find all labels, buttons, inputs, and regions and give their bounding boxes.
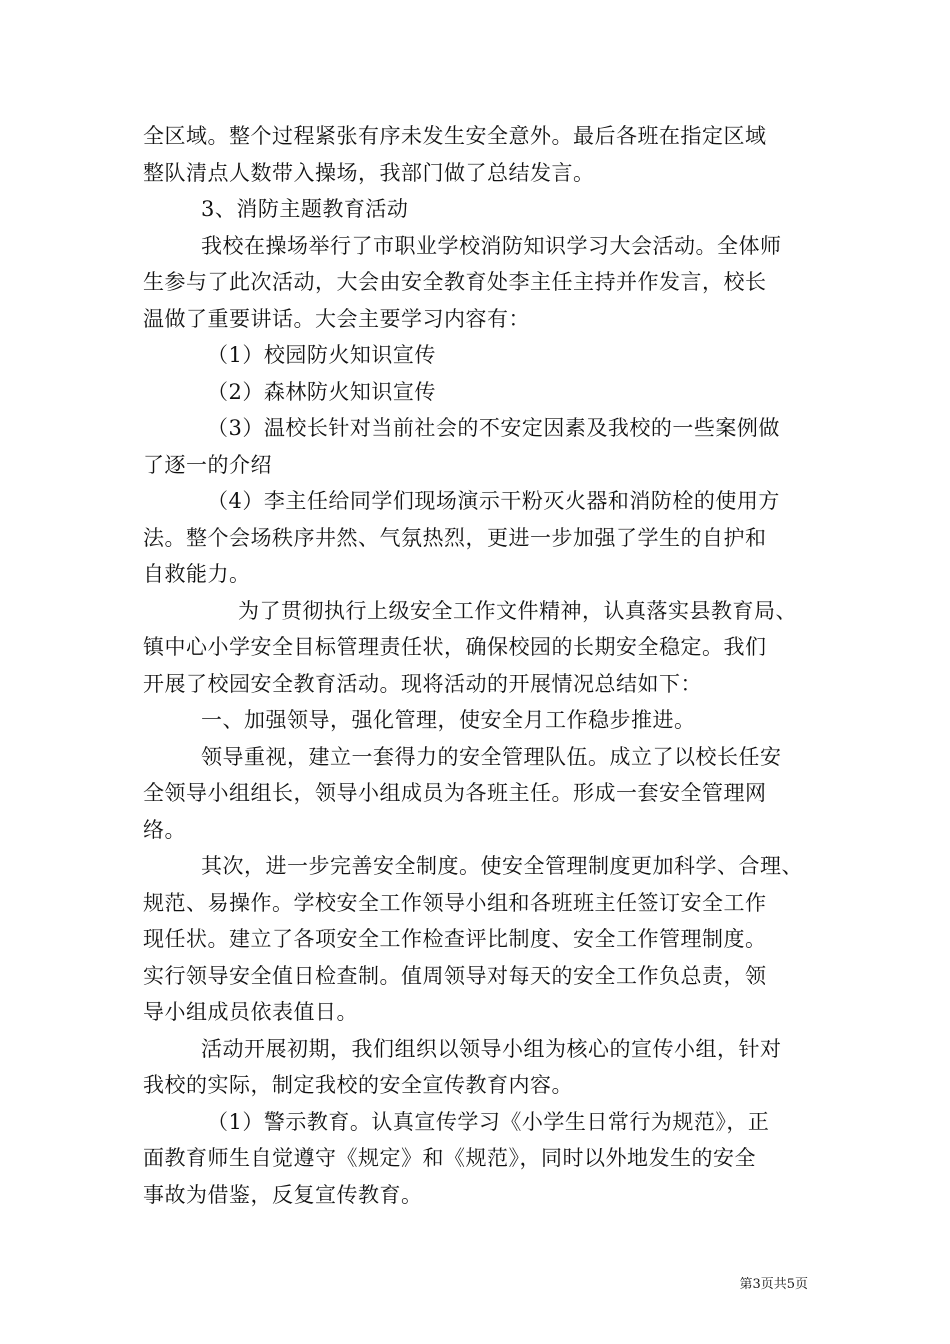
text-line: 事故为借鉴，反复宣传教育。 [143, 1182, 423, 1207]
paragraph-start: 活动开展初期，我们组织以领导小组为核心的宣传小组，针对 [201, 1036, 782, 1061]
text-line: 面教育师生自觉遵守《规定》和《规范》，同时以外地发生的安全 [143, 1146, 756, 1170]
text-line: 全领导小组组长，领导小组成员为各班主任。形成一套安全管理网 [143, 781, 767, 805]
paragraph-start: 为了贯彻执行上级安全工作文件精神，认真落实县教育局、 [238, 598, 797, 623]
text-line: 温做了重要讲话。大会主要学习内容有： [143, 306, 530, 331]
list-item: （2）森林防火知识宣传 [207, 379, 436, 404]
document-body [143, 118, 808, 1213]
list-item: （1）警示教育。认真宣传学习《小学生日常行为规范》，正 [207, 1109, 770, 1134]
text-line: 自救能力。 [143, 562, 251, 586]
text-line: 镇中心小学安全目标管理责任状，确保校园的长期安全稳定。我们 [143, 635, 767, 659]
paragraph-start: 我校在操场举行了市职业学校消防知识学习大会活动。全体师 [201, 233, 782, 258]
text-line: 络。 [143, 817, 186, 842]
text-line: 开展了校园安全教育活动。现将活动的开展情况总结如下： [143, 671, 702, 696]
text-line: 我校的实际，制定我校的安全宣传教育内容。 [143, 1073, 573, 1097]
section-heading: 3、消防主题教育活动 [201, 197, 409, 221]
text-line: 规范、易操作。学校安全工作领导小组和各班班主任签订安全工作 [143, 890, 767, 915]
paragraph-start: 领导重视，建立一套得力的安全管理队伍。成立了以校长任安 [201, 744, 782, 769]
text-line: 全区域。整个过程紧张有序未发生安全意外。最后各班在指定区域 [143, 124, 767, 148]
list-item: （4）李主任给同学们现场演示干粉灭火器和消防栓的使用方 [207, 489, 780, 513]
text-line: 生参与了此次活动，大会由安全教育处李主任主持并作发言，校长 [143, 270, 767, 294]
text-line: 现任状。建立了各项安全工作检查评比制度、安全工作管理制度。 [143, 927, 767, 951]
page-number: 第3页共5页 [739, 1277, 808, 1292]
list-item: （1）校园防火知识宣传 [207, 343, 436, 367]
list-item: （3）温校长针对当前社会的不安定因素及我校的一些案例做 [207, 416, 780, 440]
text-line: 法。整个会场秩序井然、气氛热烈，更进一步加强了学生的自护和 [143, 525, 767, 550]
text-line: 导小组成员依表值日。 [143, 1000, 358, 1024]
text-line: 实行领导安全值日检查制。值周领导对每天的安全工作负总责，领 [143, 963, 767, 988]
text-line: 了逐一的介绍 [143, 452, 272, 477]
section-heading: 一、加强领导，强化管理，使安全月工作稳步推进。 [201, 708, 696, 732]
paragraph-start: 其次，进一步完善安全制度。使安全管理制度更加科学、合理、 [201, 854, 803, 878]
text-line: 整队清点人数带入操场，我部门做了总结发言。 [143, 160, 595, 185]
